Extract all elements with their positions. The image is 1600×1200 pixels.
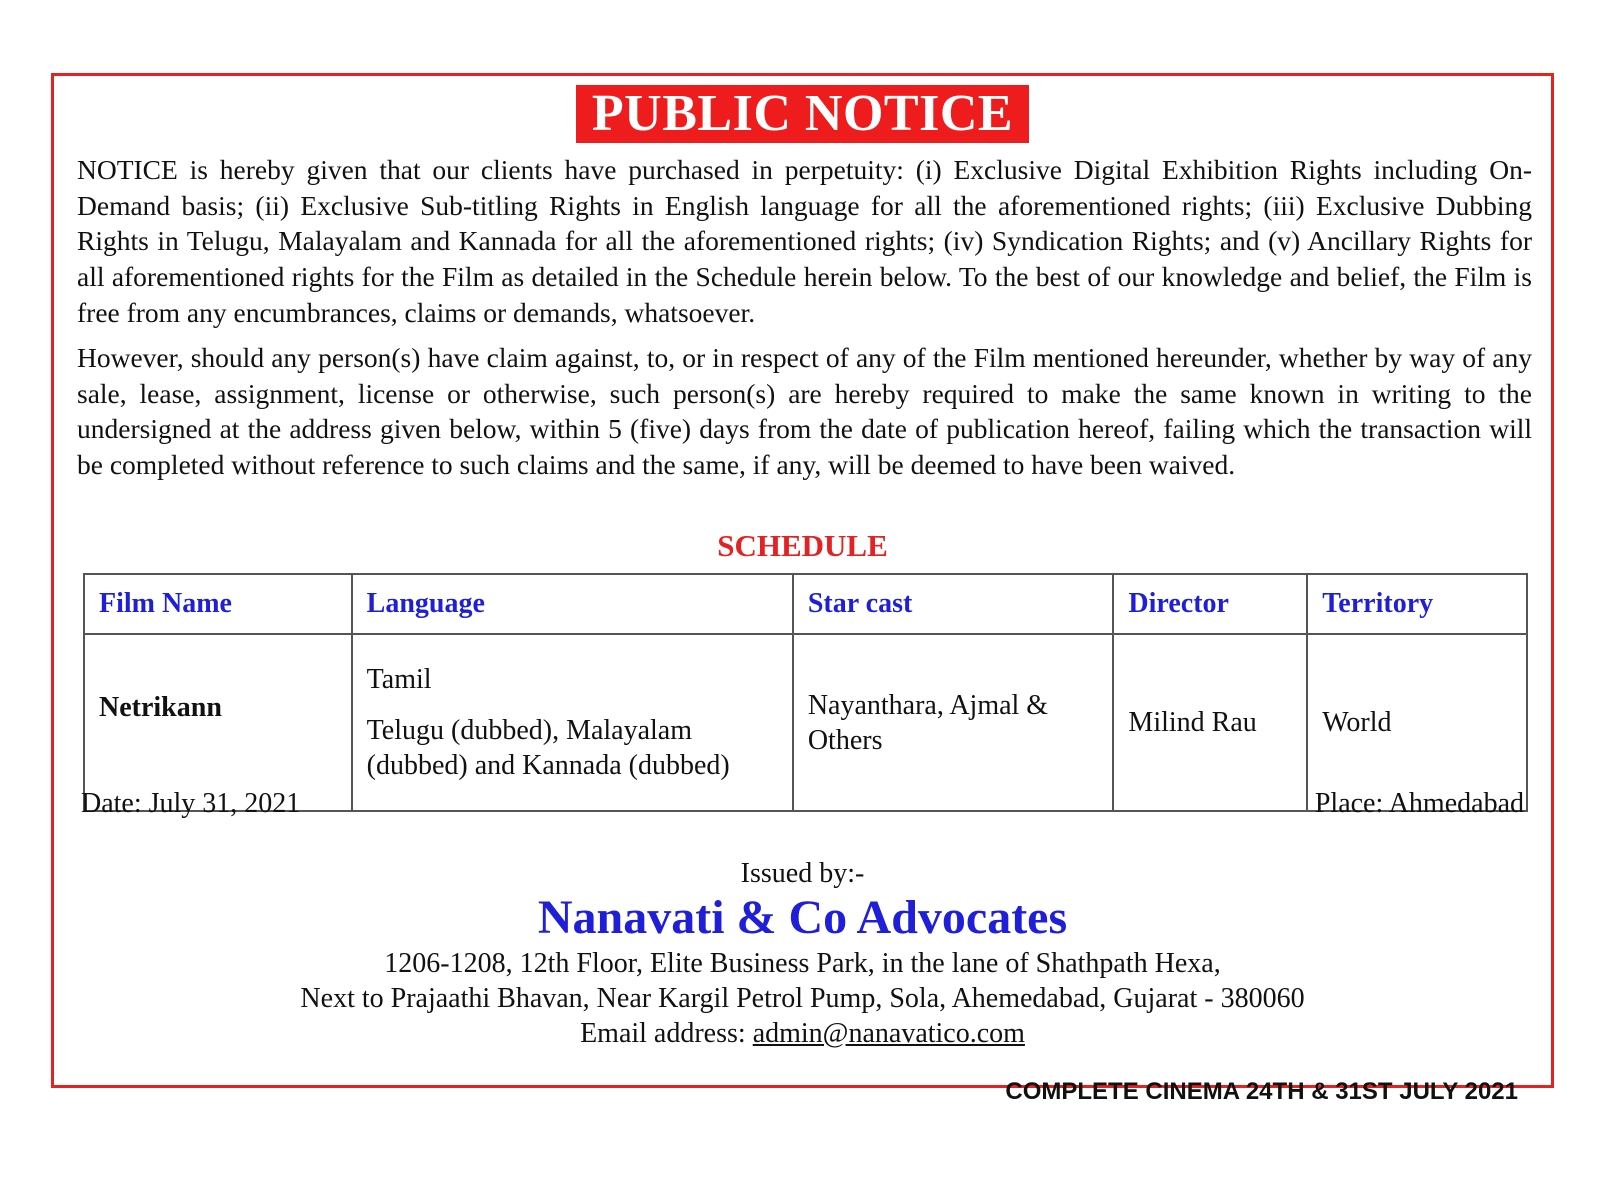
cell-territory: World: [1307, 634, 1527, 811]
notice-frame: [51, 73, 1554, 1088]
notice-title: PUBLIC NOTICE: [576, 85, 1029, 143]
table-row: [84, 634, 1527, 811]
notice-date: Date: July 31, 2021: [81, 788, 301, 819]
publication-line: COMPLETE CINEMA 24TH & 31ST JULY 2021: [1005, 1078, 1518, 1105]
cell-film-name: Netrikann: [84, 634, 352, 811]
email-line: [54, 1016, 1551, 1051]
header-star-cast: Star cast: [793, 574, 1114, 634]
address-line-1: 1206-1208, 12th Floor, Elite Business Park, in the lane of Shathpath Hexa,: [384, 948, 1221, 979]
language-primary: Tamil: [366, 664, 432, 695]
schedule-heading: SCHEDULE: [717, 528, 888, 563]
notice-place: Place: Ahmedabad: [1314, 788, 1524, 819]
email-label: Email address:: [580, 1018, 753, 1049]
header-territory: Territory: [1307, 574, 1527, 634]
firm-name: Nanavati & Co Advocates: [537, 891, 1068, 944]
table-header-row: [84, 574, 1527, 634]
address-line-2: Next to Prajaathi Bhavan, Near Kargil Petrol Pump, Sola, Ahemedabad, Gujarat - 380060: [300, 983, 1305, 1014]
schedule-table: [83, 573, 1528, 812]
header-film-name: Film Name: [84, 574, 352, 634]
email-link[interactable]: admin@nanavatico.com: [752, 1018, 1025, 1049]
title-wrap: [54, 85, 1551, 143]
notice-paragraph-1: NOTICE is hereby given that our clients have purchased in perpetuity: (i) Exclusive Digital Exhibition Rights including On-Demand basis; (ii) Exclusive Sub-titling Rights in English language for all the aforementioned rights; (iii) Exclusive Dubbing Rights in Telugu, Malayalam and Kannada for all the aforementioned rights; (iv) Syndication Rights; and (v) Ancillary Rights for all aforementioned rights for the Film as detailed in the Schedule herein below. To the best of our knowledge and belief, the Film is free from any encumbrances, claims or demands, whatsoever.: [77, 154, 1532, 328]
issued-by-label: Issued by:-: [740, 858, 865, 889]
header-language: Language: [352, 574, 793, 634]
cell-star-cast: Nayanthara, Ajmal & Others: [793, 634, 1114, 811]
notice-paragraph-2: However, should any person(s) have claim against, to, or in respect of any of the Film mentioned hereunder, whether by way of any sale, lease, assignment, license or otherwise, such person(s) are hereby required to make the same known in writing to the undersigned at the address given below, within 5 (five) days from the date of publication hereof, failing which the transaction will be completed without reference to such claims and the same, if any, will be deemed to have been waived.: [77, 342, 1532, 481]
cell-director: Milind Rau: [1113, 634, 1307, 811]
cell-language: [352, 634, 793, 811]
language-dubbed: Telugu (dubbed), Malayalam (dubbed) and Kannada (dubbed): [366, 715, 730, 781]
header-director: Director: [1113, 574, 1307, 634]
